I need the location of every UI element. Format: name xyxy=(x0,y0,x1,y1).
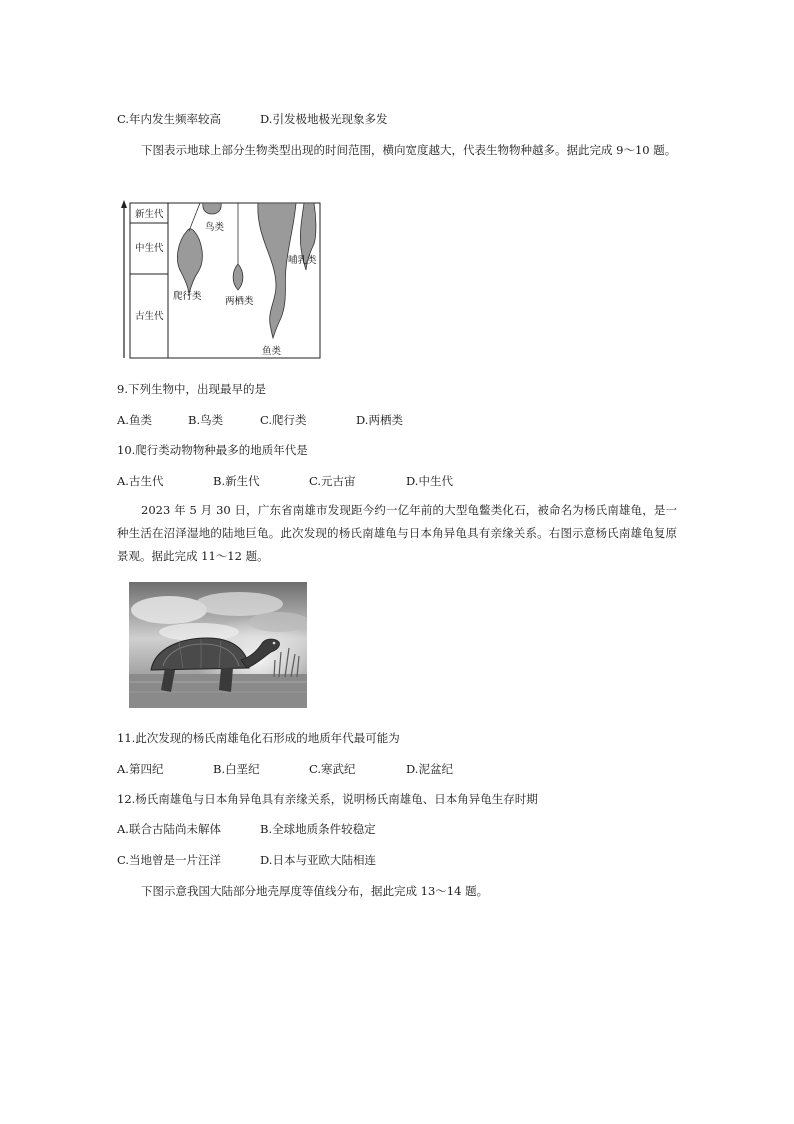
question-12-stem: 12.杨氏南雄龟与日本角异龟具有亲缘关系，说明杨氏南雄龟、日本角异龟生存时期 xyxy=(117,792,538,806)
option-d: D.泥盆纪 xyxy=(406,762,453,776)
era-paleozoic: 古生代 xyxy=(135,311,164,322)
label-mammals: 哺乳类 xyxy=(288,255,317,266)
option-d: D.日本与亚欧大陆相连 xyxy=(260,853,376,867)
option-b: B.白垩纪 xyxy=(213,762,260,776)
option-c: C.元古宙 xyxy=(309,474,356,488)
option-a: A.古生代 xyxy=(117,474,164,488)
option-c: C.寒武纪 xyxy=(309,762,356,776)
option-d: D.引发极地极光现象多发 xyxy=(260,112,388,126)
option-d: D.中生代 xyxy=(406,474,453,488)
turtle-scene xyxy=(129,582,307,708)
evolution-figure xyxy=(118,198,328,368)
intro-11-12: 2023 年 5 月 30 日，广东省南雄市发现距今约一亿年前的大型龟鳖类化石，被命名为杨氏南雄龟，是一种生活在沼泽湿地的陆地巨龟。此次发现的杨氏南雄龟与日本角异龟具有亲缘关系。右图示意杨氏南雄龟复原景观。据此完成 11～12 题。 xyxy=(117,503,677,563)
intro-13-14: 下图示意我国大陆部分地壳厚度等值线分布，据此完成 13～14 题。 xyxy=(141,884,489,898)
option-a: A.第四纪 xyxy=(117,762,164,776)
arrow-head-icon xyxy=(121,200,127,208)
era-cenozoic: 新生代 xyxy=(135,209,164,220)
evolution-chart xyxy=(118,198,328,364)
question-9-stem: 9.下列生物中，出现最早的是 xyxy=(117,382,266,396)
option-a: A.鱼类 xyxy=(117,413,152,427)
option-c: C.爬行类 xyxy=(260,413,307,427)
option-b: B.新生代 xyxy=(213,474,260,488)
era-mesozoic: 中生代 xyxy=(135,243,164,254)
option-d: D.两栖类 xyxy=(356,413,403,427)
bird-shape xyxy=(203,203,221,214)
label-amphibians: 两栖类 xyxy=(225,296,254,307)
option-c: C.当地曾是一片汪洋 xyxy=(117,853,222,867)
option-c: C.年内发生频率较高 xyxy=(117,112,222,126)
label-fish: 鱼类 xyxy=(262,346,282,357)
turtle-reconstruction-image xyxy=(129,582,307,708)
intro-9-10: 下图表示地球上部分生物类型出现的时间范围，横向宽度越大，代表生物物种越多。据此完成 9～10 题。 xyxy=(141,143,677,157)
label-birds: 鸟类 xyxy=(205,222,225,233)
option-b: B.全球地质条件较稳定 xyxy=(260,822,376,836)
question-10-stem: 10.爬行类动物物种最多的地质年代是 xyxy=(117,443,308,457)
option-a: A.联合古陆尚未解体 xyxy=(117,822,221,836)
fish-shape xyxy=(258,203,296,338)
reptile-shape xyxy=(177,229,202,294)
amphibian-shape xyxy=(233,264,243,290)
option-b: B.鸟类 xyxy=(188,413,224,427)
question-11-stem: 11.此次发现的杨氏南雄龟化石形成的地质年代最可能为 xyxy=(117,731,400,745)
label-reptiles: 爬行类 xyxy=(173,291,202,302)
